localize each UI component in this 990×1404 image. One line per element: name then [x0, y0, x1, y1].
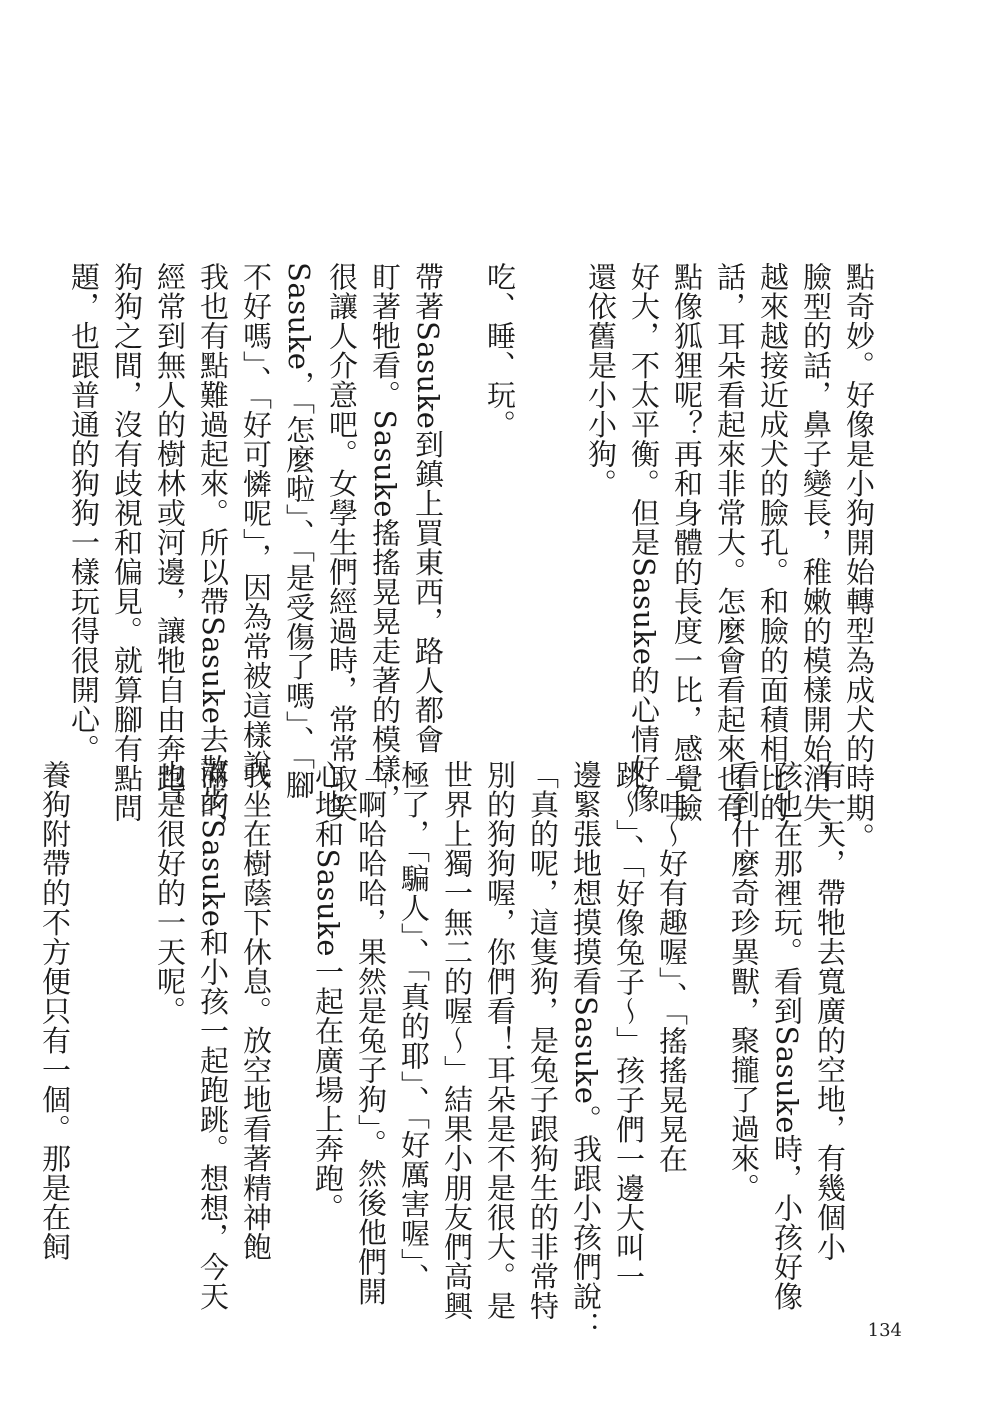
- text-column: 越來越接近成犬的臉孔。和臉的面積相比的: [756, 262, 790, 823]
- text-column: 我坐在樹蔭下休息。放空地看著精神飽: [239, 760, 273, 1262]
- text-column: 好大，不太平衡。但是Sasuke的心情好像: [627, 262, 661, 813]
- text-column: 滿的Sasuke和小孩一起跑跳。想想，今天: [196, 760, 230, 1311]
- text-column: 別的狗狗喔，你們看！耳朵是不是很大。是: [483, 760, 517, 1321]
- text-column: 很讓人介意吧。女學生們經過時，常常取笑: [325, 262, 359, 823]
- text-column: 我也有點難過起來。所以帶Sasuke去散步，: [196, 262, 230, 843]
- text-column: 話，耳朵看起來非常大。怎麼會看起來也有: [713, 262, 747, 823]
- text-column: 「哇～好有趣喔」、「搖搖晃晃在: [655, 760, 689, 1174]
- text-column: 狗狗之間，沒有歧視和偏見。就算腳有點問: [110, 262, 144, 823]
- text-column: 不好嗎」、「好可憐呢」，因為常被這樣說，: [239, 262, 273, 809]
- text-column: 點奇妙。好像是小狗開始轉型為成犬的時期。: [842, 262, 876, 852]
- text-column: 題，也跟普通的狗狗一樣玩得很開心。: [67, 262, 101, 764]
- text-column: 跳～」、「好像兔子～」孩子們一邊大叫一: [612, 760, 646, 1292]
- text-column: 養狗附帶的不方便只有一個。那是在飼: [38, 760, 72, 1262]
- text-column: 心地和Sasuke一起在廣場上奔跑。: [311, 760, 345, 1223]
- text-column: 看到什麼奇珍異獸，聚攏了過來。: [727, 760, 761, 1203]
- text-column: Sasuke，「怎麼啦」、「是受傷了嗎」、「腳: [282, 262, 316, 800]
- text-column: 盯著牠看。Sasuke搖搖晃晃走著的模樣，: [368, 262, 402, 813]
- text-column: 有一天，帶牠去寬廣的空地，有幾個小: [813, 760, 847, 1262]
- text-column: 點像狐狸呢？再和身體的長度一比，感覺臉: [670, 262, 704, 823]
- text-column: 還依舊是小小狗。: [584, 262, 618, 498]
- text-column: 孩也在那裡玩。看到Sasuke時，小孩好像: [770, 760, 804, 1311]
- top-text-block: [62, 262, 880, 852]
- text-column: 世界上獨一無二的喔～」結果小朋友們高興: [440, 760, 474, 1321]
- text-column: 臉型的話，鼻子變長，稚嫩的模樣開始消失，: [799, 262, 833, 852]
- text-column: 「啊哈哈哈，果然是兔子狗」。然後他們開: [354, 760, 388, 1306]
- text-column: 經常到無人的樹林或河邊，讓牠自由奔跑。: [153, 262, 187, 823]
- text-column: [105, 760, 148, 1260]
- text-column: 帶著Sasuke到鎮上買東西，路人都會: [411, 262, 445, 754]
- bottom-text-block: [33, 760, 880, 1341]
- text-column: 邊緊張地想摸摸看Sasuke。我跟小孩們說：: [569, 760, 603, 1341]
- text-column: 「真的呢，這隻狗，是兔子跟狗生的非常特: [526, 760, 560, 1321]
- text-column: 極了，「騙人」、「真的耶」、「好厲害喔」、: [397, 760, 431, 1293]
- text-column: 也是很好的一天呢。: [153, 760, 187, 1026]
- page-number: 134: [867, 1320, 902, 1341]
- text-column: 吃、睡、玩。: [483, 262, 517, 439]
